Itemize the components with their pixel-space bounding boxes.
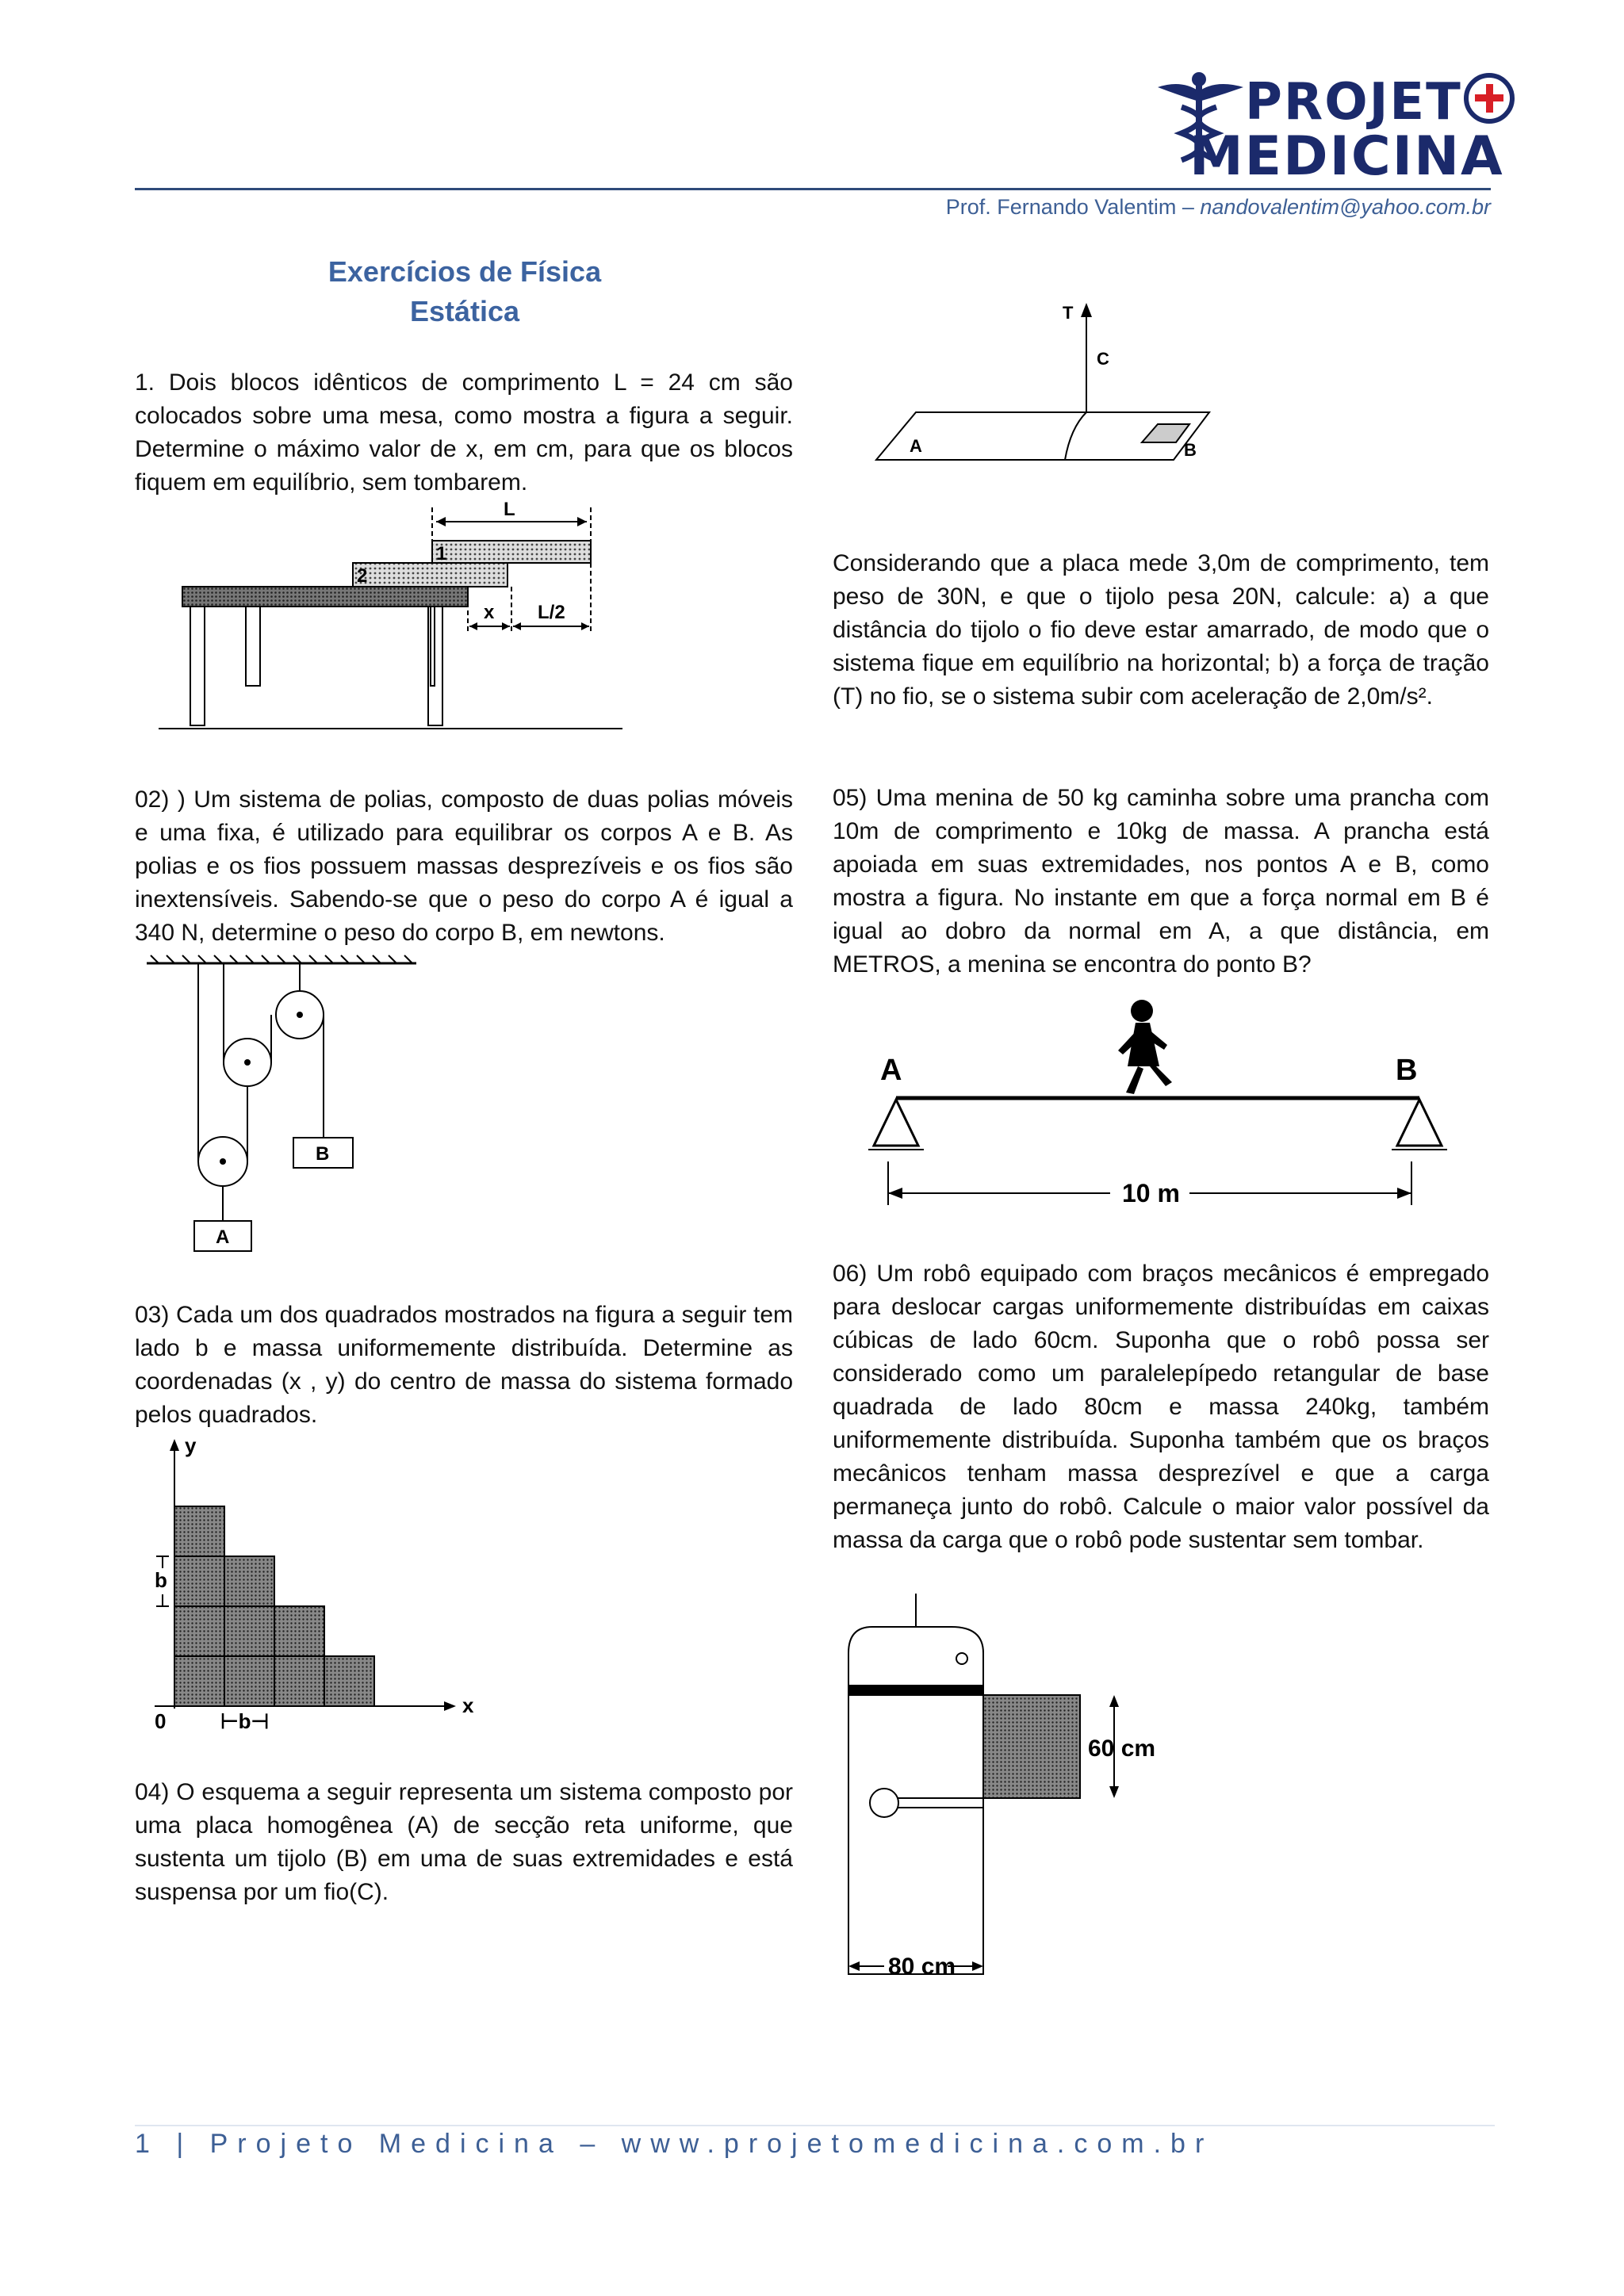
figure-table-blocks	[159, 499, 634, 737]
question-3: 03) Cada um dos quadrados mostrados na figura a seguir tem lado b e massa uniformemente distribuída. Determine as coordenadas (x , y) do centro de massa do sistema formado pelos quadrados.	[135, 1302, 793, 1428]
fig4-label-T: T	[1063, 303, 1074, 323]
fig6-width: 80 cm	[888, 1954, 956, 1980]
fig3-label-b: b	[155, 1568, 167, 1592]
logo-line2: MEDICINA	[1189, 125, 1504, 188]
fig4-label-A: A	[910, 436, 922, 456]
fig1-label-1: 1	[436, 543, 447, 564]
fig5-length: 10 m	[1122, 1179, 1180, 1207]
footer-rule	[135, 2125, 1495, 2126]
logo-cross-icon	[1464, 73, 1515, 124]
fig6-height: 60 cm	[1088, 1735, 1156, 1762]
fig5-label-A: A	[880, 1054, 902, 1087]
fig4-label-B: B	[1184, 440, 1197, 460]
question-4-statement: Considerando que a placa mede 3,0m de comprimento, tem peso de 30N, e que o tijolo pesa 20N, calcule: a) a que distância do tijolo o fio deve estar amarrado, de modo que o sistema fique em equilíbrio na horizontal; b) a força de tração (T) no fio, se o sistema subir com aceleração de 2,0m/s².	[833, 550, 1489, 710]
fig1-label-2: 2	[357, 565, 368, 587]
fig3-label-y: y	[185, 1433, 197, 1457]
fig3-origin: 0	[155, 1709, 167, 1733]
question-2: 02) ) Um sistema de polias, composto de duas polias móveis e uma fixa, é utilizado para equilibrar os corpos A e B. As polias e os fios possuem massas desprezíveis e os fios são inextensíveis. Sabendo-se que o peso do corpo A é igual a 340 N, determine o peso do corpo B, em newtons.	[135, 786, 793, 946]
fig5-label-B: B	[1396, 1054, 1418, 1087]
girl-icon	[1118, 1000, 1172, 1094]
footer-text[interactable]: 1 | Projeto Medicina – www.projetomedicina.com.br	[135, 2129, 1214, 2159]
cargo-box	[983, 1695, 1080, 1798]
question-5: 05) Uma menina de 50 kg caminha sobre uma prancha com 10m de comprimento e 10kg de massa. A prancha está apoiada em suas extremidades, nos pontos A e B, como mostra a figura. No instante em que a força normal em B é igual ao dobro da normal em A, a que distância, em METROS, a menina se encontra do ponto B?	[833, 785, 1489, 978]
block-1	[432, 541, 591, 563]
figure-robot	[841, 1594, 1182, 1982]
fig3-label-bx: ⊢b⊣	[220, 1709, 270, 1733]
question-4-item-a: a) a que distância do tijolo o fio deve estar amarrado, de modo que o sistema fique em equilíbrio na horizontal;	[833, 584, 1489, 676]
question-4: 04) O esquema a seguir representa um sistema composto por uma placa homogênea (A) de secção reta uniforme, que sustenta um tijolo (B) em uma de suas extremidades e está suspensa por um fio(C).	[135, 1779, 793, 1905]
block-2	[353, 563, 508, 587]
fig4-label-C: C	[1097, 349, 1109, 369]
fig2-label-B: B	[316, 1143, 330, 1165]
question-6: 06) Um robô equipado com braços mecânicos é empregado para deslocar cargas uniformemente distribuídas em caixas cúbicas de lado 60cm. Suponha que o robô possa ser considerado como um paralelepípedo retangular de base quadrada de lado 80cm e massa 240kg, também uniformemente distribuída. Suponha também que os braços mecânicos tenham massa desprezível e que a carga permaneça junto do robô. Calcule o maior valor possível da massa da carga que o robô pode sustentar sem tombar.	[833, 1261, 1489, 1553]
figure-girl-plank	[864, 991, 1451, 1221]
fig3-label-x: x	[462, 1693, 474, 1717]
logo-line1: PROJET	[1245, 73, 1515, 132]
page-title: Exercícios de Física	[327, 255, 602, 288]
fig1-label-half: L/2	[538, 602, 565, 623]
page-subtitle: Estática	[409, 295, 520, 327]
question-1: 1. Dois blocos idênticos de comprimento L = 24 cm são colocados sobre uma mesa, como mostra a figura a seguir. Determine o máximo valor de x, em cm, para que os blocos fiquem em equilíbrio, sem tombarem.	[135, 369, 793, 496]
fig1-label-x: x	[484, 602, 495, 623]
header-credit: Prof. Fernando Valentim – nandovalentim@yahoo.com.br	[945, 195, 1491, 219]
figure-pulleys	[143, 955, 428, 1265]
figure-plate-brick	[876, 301, 1209, 468]
fig1-label-L: L	[504, 499, 515, 520]
question-4-item-b: b) a força de tração (T) no fio, se o sistema subir com aceleração de 2,0m/s².	[833, 650, 1489, 710]
header-rule	[135, 188, 1491, 190]
figure-squares	[147, 1435, 496, 1736]
author-email[interactable]: nandovalentim@yahoo.com.br	[1200, 195, 1491, 219]
fig2-label-A: A	[216, 1226, 230, 1248]
